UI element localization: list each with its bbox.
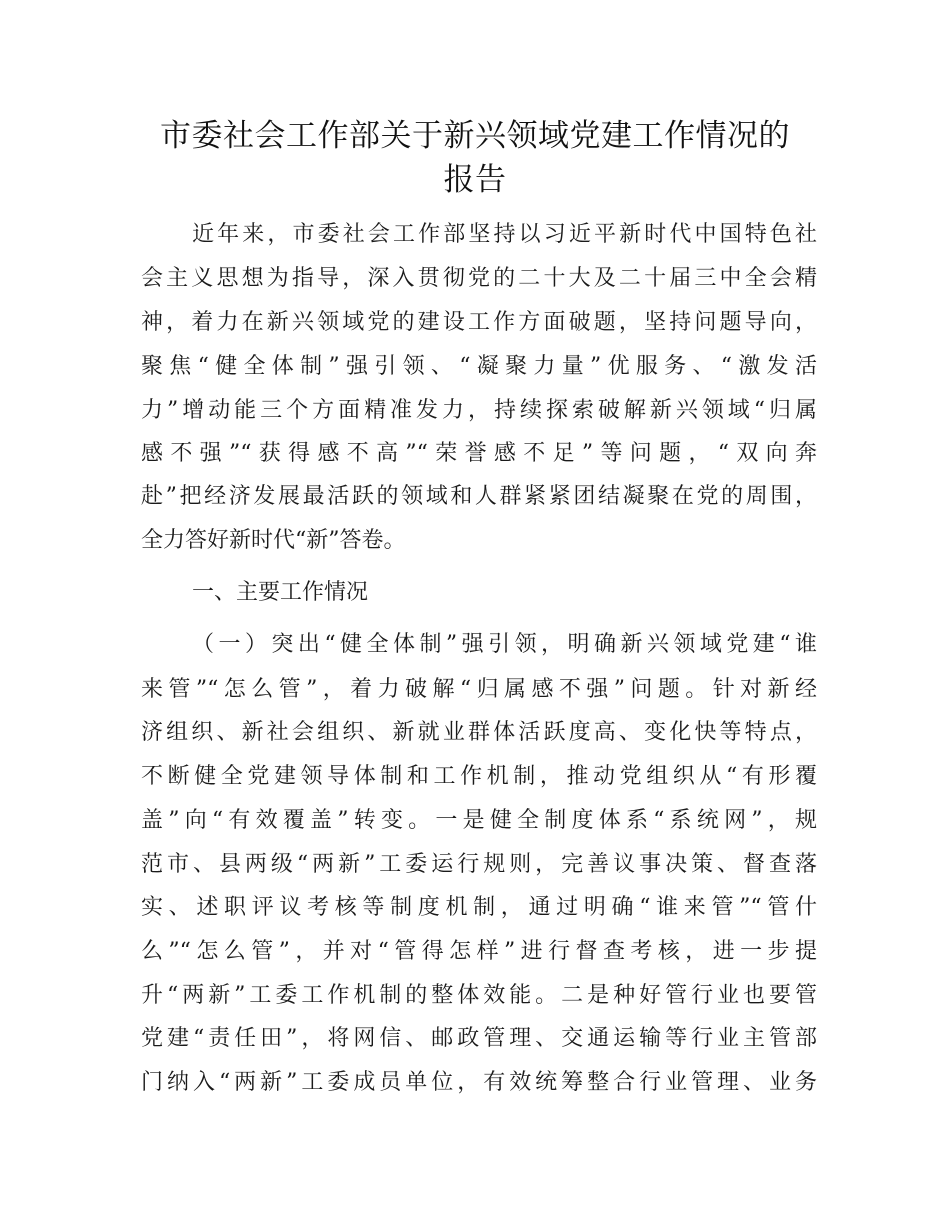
section1-line-1: （一）突出“健全体制”强引领，明确新兴领域党建“谁: [192, 632, 817, 657]
section1-line-10: 党建“责任田”，将网信、邮政管理、交通运输等行业主管部: [141, 1026, 817, 1051]
intro-line-2: 会主义思想为指导，深入贯彻党的二十大及二十届三中全会精: [141, 266, 817, 291]
document-title-line-2: 报告: [443, 162, 507, 198]
intro-line-8: 全力答好新时代“新”答卷。: [141, 528, 406, 553]
section1-line-6: 范市、县两级“两新”工委运行规则，完善议事决策、督查落: [141, 852, 817, 877]
section1-line-4: 不断健全党建领导体制和工作机制，推动党组织从“有形覆: [141, 764, 817, 789]
section1-line-3: 济组织、新社会组织、新就业群体活跃度高、变化快等特点，: [141, 720, 817, 745]
section1-line-7: 实、述职评议考核等制度机制，通过明确“谁来管”“管什: [141, 895, 817, 920]
section1-line-9: 升“两新”工委工作机制的整体效能。二是种好管行业也要管: [141, 983, 817, 1008]
intro-line-1: 近年来，市委社会工作部坚持以习近平新时代中国特色社: [192, 222, 817, 247]
section1-line-8: 么”“怎么管”，并对“管得怎样”进行督查考核，进一步提: [141, 939, 817, 964]
intro-line-6: 感不强”“获得感不高”“荣誉感不足”等问题，“双向奔: [141, 441, 817, 466]
intro-line-5: 力”增动能三个方面精准发力，持续探索破解新兴领域“归属: [141, 398, 817, 423]
intro-line-3: 神，着力在新兴领域党的建设工作方面破题，坚持问题导向，: [141, 310, 817, 335]
intro-line-4: 聚焦“健全体制”强引领、“凝聚力量”优服务、“激发活: [141, 354, 817, 379]
document-title-line-1: 市委社会工作部关于新兴领域党建工作情况的: [160, 118, 790, 154]
section1-line-5: 盖”向“有效覆盖”转变。一是健全制度体系“系统网”，规: [141, 808, 817, 833]
intro-line-7: 赴”把经济发展最活跃的领域和人群紧紧团结凝聚在党的周围，: [141, 484, 817, 509]
section1-line-2: 来管”“怎么管”，着力破解“归属感不强”问题。针对新经: [141, 677, 817, 702]
section-heading: 一、主要工作情况: [192, 580, 369, 605]
section1-line-11: 门纳入“两新”工委成员单位，有效统筹整合行业管理、业务: [141, 1070, 817, 1095]
